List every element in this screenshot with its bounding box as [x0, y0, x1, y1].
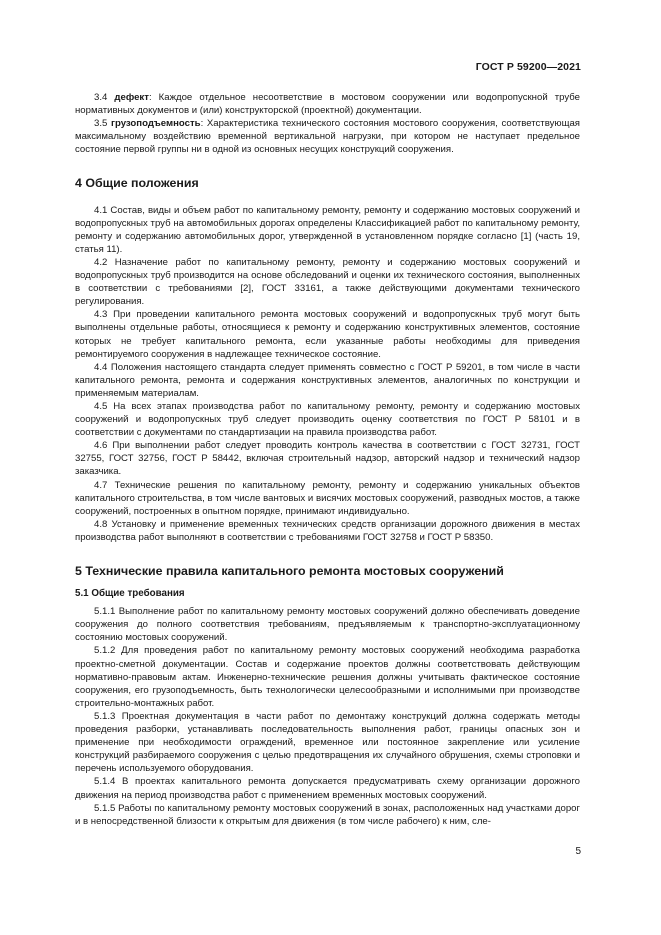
section-4-title: 4 Общие положения — [75, 176, 199, 191]
paragraph-5-1-2: 5.1.2 Для проведения работ по капитальному ремонту мостовых сооружений необходима разработка проектно-сметной документации. Состав и содержание проектов должны соответствовать действующим нормативно-правовым актам. Инженерно-технические решения должны учитывать фактическое состояние сооружения, его грузоподъемность, быть технологически целесообразными и исполнимыми при производстве строительно-монтажных работ. — [75, 645, 580, 709]
paragraph-5-1-1: 5.1.1 Выполнение работ по капитальному ремонту мостовых сооружений должно обеспечивать доведение сооружения до полного соответствия требованиям, предъявляемым к транспортно-эксплуатационному состоянию мостовых сооружений. — [75, 606, 580, 644]
definition-3-5: 3.5 грузоподъемность: Характеристика технического состояния мостового сооружения, соответствующая максимальному воздействию временной вертикальной нагрузки, при котором не наступает предельное состояние первой группы ни в одной из основных несущих конструкций сооружения. — [75, 118, 580, 156]
paragraph-4-4: 4.4 Положения настоящего стандарта следует применять совместно с ГОСТ Р 59201, в том числе в части капитального ремонта, ремонта и содержания конструктивных элементов, аналогичных по конструкции и применяемым материалам. — [75, 361, 580, 399]
paragraph-4-2: 4.2 Назначение работ по капитальному ремонту, ремонту и содержанию мостовых сооружений и водопропускных труб производится на основе обследований и оценки их технического состояния, выполненных в соответствии с требованиями [2], ГОСТ 33161, а также действующими документами технического регулирования. — [75, 256, 580, 308]
paragraph-4-8: 4.8 Установку и применение временных технических средств организации дорожного движения в местах производства работ выполняют в соответствии с требованиями ГОСТ 32758 и ГОСТ Р 58350. — [75, 518, 580, 543]
paragraph-4-1: 4.1 Состав, виды и объем работ по капитальному ремонту, ремонту и содержанию мостовых сооружений и водопропускных труб на автомобильных дорогах определены Классификацией работ по капитальному ремонту, ремонту и содержанию автомобильных дорог, утвержденной в установленном порядке согласно [1] (часть 19, статья 11). — [75, 204, 580, 255]
paragraph-4-5: 4.5 На всех этапах производства работ по капитальному ремонту, ремонту и содержанию мостовых сооружений и водопропускных труб следует производить оценку соответствия по ГОСТ Р 58101 и в соответствии с документами по стандартизации на правила производства работ. — [75, 400, 580, 439]
paragraph-5-1-3: 5.1.3 Проектная документация в части работ по демонтажу конструкций должна содержать методы проведения разборки, устанавливать последовательность выполнения работ, границы опасных зон и применение при необходимости ограждений, временное или постоянное закрепление или усиление конструкций разбираемого сооружения с целью предотвращения их случайного обрушения, схемы строповки и перечень используемого оборудования. — [75, 710, 580, 775]
page-content — [75, 91, 580, 828]
section-5-title: 5 Технические правила капитального ремонта мостовых сооружений — [75, 564, 504, 578]
document-id: ГОСТ Р 59200—2021 — [475, 61, 581, 73]
definition-term: дефект — [114, 92, 149, 103]
paragraph-4-7: 4.7 Технические решения по капитальному ремонту, ремонту и содержанию уникальных объектов капитального строительства, в том числе вантовых и висячих мостовых сооружений, разводных мостов, а также сооружений, построенных в опытном порядке, принимают индивидуально. — [75, 479, 580, 517]
definition-3-4: 3.4 дефект: Каждое отдельное несоответствие в мостовом сооружении или водопропускной трубе нормативных документов и (или) конструкторской (проектной) документации. — [75, 92, 580, 117]
definition-term: грузоподъемность — [110, 118, 201, 130]
paragraph-4-3: 4.3 При проведении капитального ремонта мостовых сооружений и водопропускных труб могут быть выполнены отдельные работы, относящиеся к ремонту и содержанию конструктивных элементов, состояние которых не требует капитального ремонта, если указанные работы необходимы для приведения ремонтируемого сооружения в надлежащее техническое состояние. — [75, 309, 580, 360]
paragraph-5-1-5: 5.1.5 Работы по капитальному ремонту мостовых сооружений в зонах, расположенных над участками дорог и в непосредственной близости к открытым для движения (в том числе рабочего) к ним, сле- — [75, 802, 580, 827]
page-number: 5 — [575, 846, 581, 857]
paragraph-4-6: 4.6 При выполнении работ следует проводить контроль качества в соответствии с ГОСТ 32731, ГОСТ 32755, ГОСТ 32756, ГОСТ Р 58442, включая строительный надзор, авторский надзор и технический надзор заказчика. — [75, 440, 580, 478]
paragraph-5-1-4: 5.1.4 В проектах капитального ремонта допускается предусматривать схему организации дорожного движения на период производства работ с применением временных мостовых сооружений. — [75, 776, 580, 801]
subsection-5-1-title: 5.1 Общие требования — [75, 588, 185, 600]
